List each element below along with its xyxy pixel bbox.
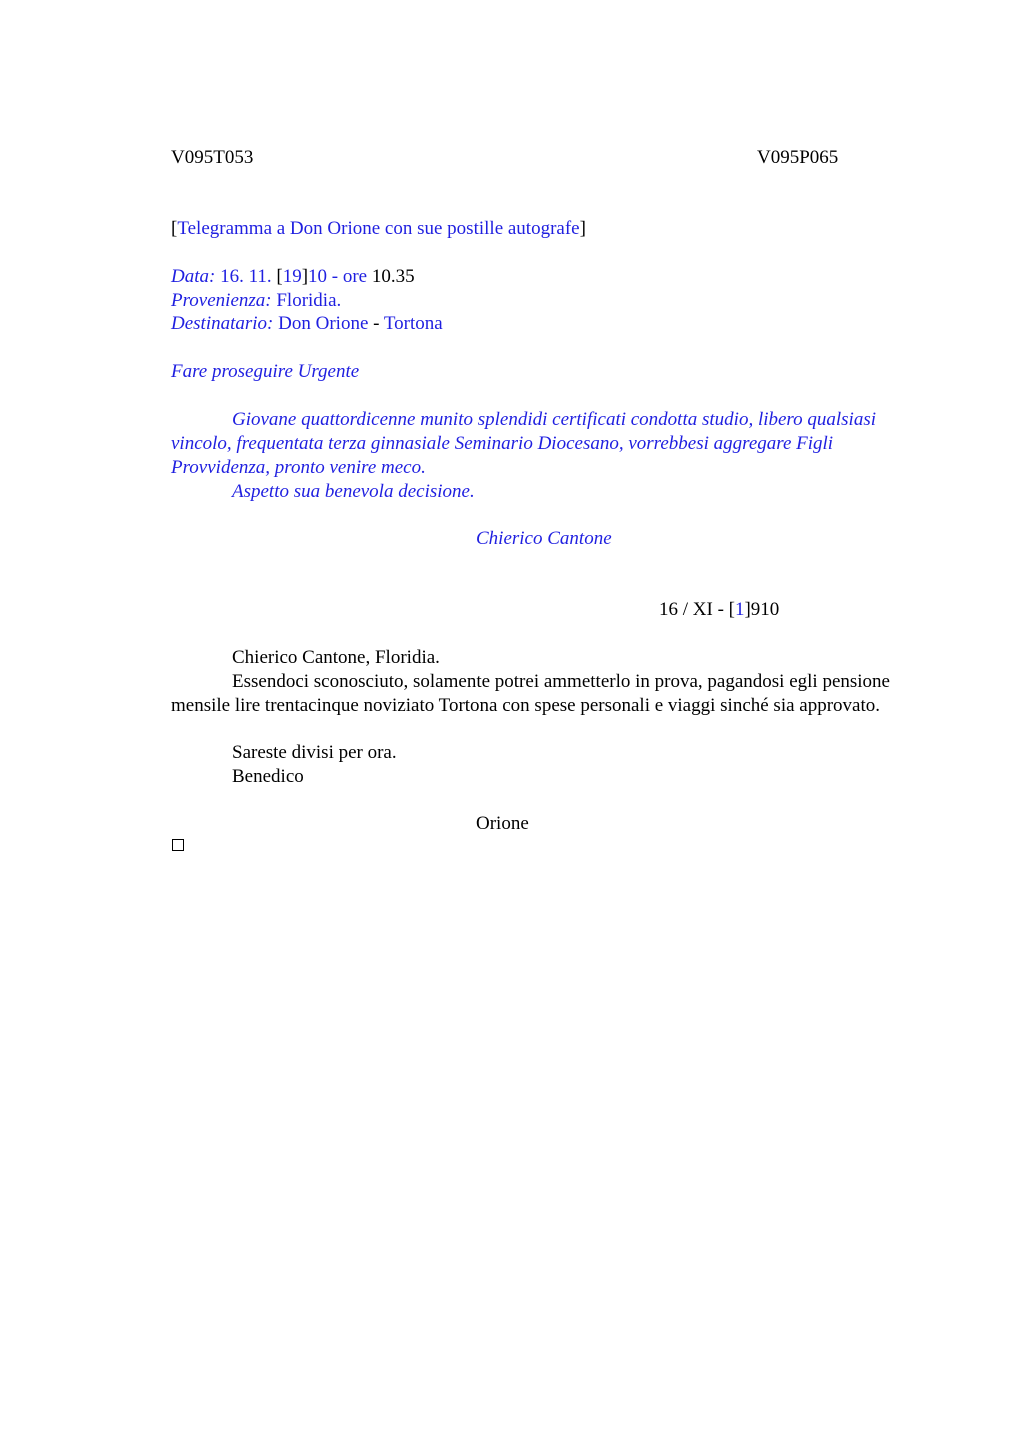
data-label: Data: (171, 266, 216, 287)
meta-destinatario-line (171, 312, 443, 336)
telegram-instruction: Fare proseguire Urgente (171, 361, 360, 382)
reply-addressee: Chierico Cantone, Floridia. (232, 647, 440, 668)
data-day-month: 16. 11. (220, 266, 272, 287)
reply-signature: Orione (476, 813, 529, 834)
reply-date-added: 1 (734, 599, 745, 620)
title-open-bracket: [ (171, 218, 178, 239)
reply-line-3: Benedico (232, 766, 304, 787)
destinatario-city: Tortona (383, 313, 443, 334)
destinatario-name: Don Orione (278, 313, 369, 334)
document-title (171, 217, 586, 241)
reply-paragraph-1: Essendoci sconosciuto, solamente potrei ammetterlo in prova, pagandosi egli pensione mensile lire trentacinque noviziato Tortona con spese personali e viaggi sinché sia approvato. (171, 671, 890, 716)
telegram-paragraph-2: Aspetto sua benevola decisione. (232, 481, 475, 502)
destinatario-label: Destinatario: (171, 313, 274, 334)
telegram-paragraph-1: Giovane quattordicenne munito splendidi certificati condotta studio, libero qualsiasi vincolo, frequentata terza ginnasiale Seminario Diocesano, vorrebbesi aggregare Figli Provvidenza, pronto venire meco. (171, 409, 876, 478)
title-close-bracket: ] (579, 218, 586, 239)
data-year-rest: 10 (308, 266, 328, 287)
data-ore-label: - ore (331, 266, 368, 287)
reply-date-suffix: ]910 (744, 599, 780, 620)
provenienza-label: Provenienza: (171, 290, 272, 311)
data-year-open: [ (276, 266, 283, 287)
title-text: Telegramma a Don Orione con sue postille autografe (177, 218, 580, 239)
data-year-close: ] (301, 266, 309, 287)
document-code-right: V095P065 (757, 147, 839, 168)
data-ore-value: 10.35 (371, 266, 415, 287)
end-marker-box (172, 839, 184, 851)
meta-data-line (171, 265, 415, 289)
meta-provenienza-line (171, 289, 341, 313)
data-year-added: 19 (282, 266, 302, 287)
reply-date-prefix: 16 / XI - [ (659, 599, 735, 620)
destinatario-separator: - (373, 313, 380, 334)
provenienza-value: Floridia. (276, 290, 342, 311)
reply-date (659, 598, 779, 622)
reply-line-2: Sareste divisi per ora. (232, 742, 397, 763)
telegram-signature: Chierico Cantone (476, 528, 612, 549)
document-code-left: V095T053 (171, 147, 254, 168)
